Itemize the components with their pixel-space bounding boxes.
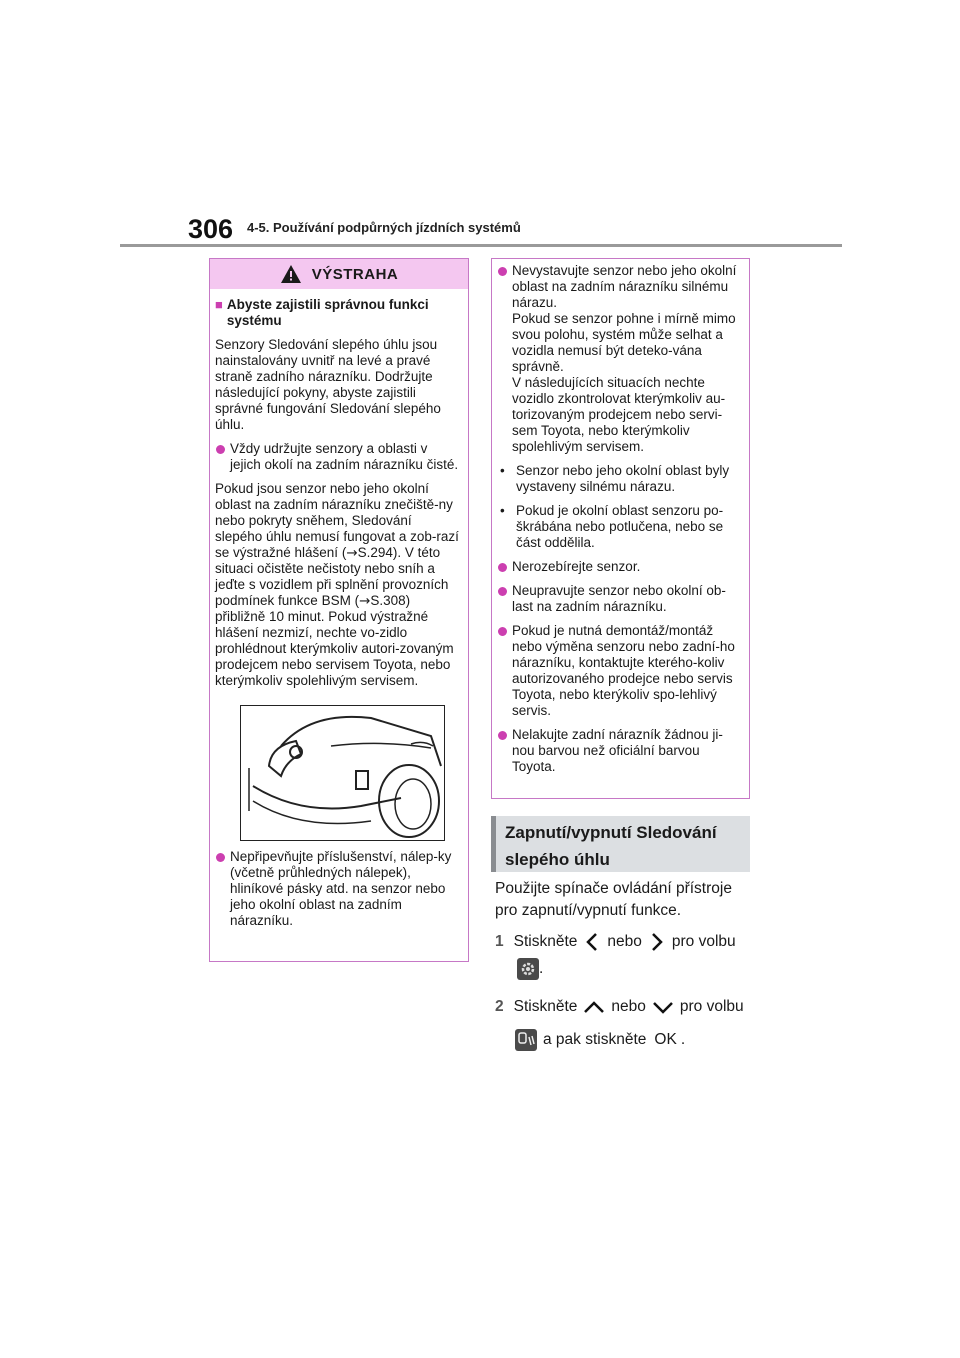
warning-para-b: V této situaci očistěte nečistoty nebo sníh a jeďte s vozidlem při splnění provozních podmínek funkce BSM ( [215, 545, 449, 608]
chevron-right-icon [642, 931, 672, 953]
warning-ref-2: S.308) přibližně 10 minut. Pokud výstražné hlášení nezmizí, nechte vo-zidlo prohlédnout kterýmkoliv autori-zovaným prodejcem nebo servisem Toyota, nebo kterýmkoliv spolehlivým servisem. [215, 593, 454, 688]
small-bullet-icon: • [500, 463, 505, 478]
step-1-icon-line [517, 958, 543, 980]
chevron-down-icon [646, 996, 680, 1018]
car-rear-illustration [240, 705, 445, 841]
right-bullet-text: V následujících situacích nechte vozidlo zkontrolovat kterýmkoliv au-torizovaným prodejcem nebo servi-sem Toyota, nebo kterýmkoliv spolehlivým servisem. [512, 375, 726, 454]
warning-bullet [215, 441, 461, 473]
right-bullet [497, 583, 742, 615]
step-2-icon-line [515, 1029, 685, 1051]
settings-gear-icon [517, 958, 539, 980]
right-sub-bullet [497, 503, 742, 551]
right-bullet-text: Nelakujte zadní nárazník žádnou ji-nou barvou než oficiální barvou Toyota. [512, 727, 723, 774]
step-text: pro volbu [679, 998, 744, 1015]
small-bullet-icon: • [500, 503, 505, 518]
warning-heading [215, 297, 461, 329]
step-number: 2 [495, 998, 504, 1015]
chevron-left-icon [577, 931, 607, 953]
section-title: 4-5. Používání podpůrných jízdních systémů [247, 220, 521, 235]
step-text: a pak stiskněte [543, 1031, 647, 1048]
step-text: nebo [611, 998, 646, 1015]
header-rule [120, 244, 842, 247]
step-text: . [680, 1031, 686, 1048]
instructions-intro: Použijte spínače ovládání přístroje pro zapnutí/vypnutí funkce. [495, 880, 732, 919]
right-bullet-text: Nerozebírejte senzor. [512, 559, 641, 574]
bullet-dot-icon [498, 563, 507, 572]
warning-bullet-text: Vždy udržujte senzory a oblasti v jejich okolí na zadním nárazníku čisté. [230, 441, 459, 472]
chevron-up-icon [577, 996, 611, 1018]
right-bullet [497, 559, 742, 575]
step-text: Stiskněte [513, 933, 578, 950]
warning-triangle-icon [280, 264, 302, 284]
right-bullet-text: Nevystavujte senzor nebo jeho okolní oblast na zadním nárazníku silnému nárazu. [512, 263, 737, 310]
step-text: nebo [607, 933, 642, 950]
warning-ref-1: S.294). [357, 545, 402, 560]
square-bullet-icon: ■ [215, 297, 223, 312]
warning-bullet-text: Nepřipevňujte příslušenství, nálep-ky (včetně průhledných nálepek), hliníkové pásky atd. na senzor nebo jeho okolní oblast na zadním nárazníku. [230, 849, 452, 928]
step-text: pro volbu [671, 933, 736, 950]
warning-title: VÝSTRAHA [311, 265, 399, 283]
step-text: . [539, 960, 544, 977]
ok-button-label: OK [654, 1031, 677, 1048]
bullet-dot-icon [498, 731, 507, 740]
blind-spot-monitor-icon [515, 1029, 537, 1051]
right-sub-text: Pokud je okolní oblast senzoru po-škrábána nebo potlučena, nebo se část oddělila. [516, 503, 724, 550]
bullet-dot-icon [216, 445, 225, 454]
step-text: Stiskněte [513, 998, 578, 1015]
bullet-dot-icon [216, 853, 225, 862]
right-bullet-text: Neupravujte senzor nebo okolní ob-last na zadním nárazníku. [512, 583, 726, 614]
subsection-heading: Zapnutí/vypnutí Sledování slepého úhlu [491, 816, 750, 872]
bullet-dot-icon [498, 627, 507, 636]
warning-heading-text: Abyste zajistili správnou funkci systému [226, 297, 429, 328]
step-1 [495, 931, 736, 953]
warning-bullet [215, 849, 461, 929]
right-sub-bullet [497, 463, 742, 495]
warning-para-a: Pokud jsou senzor nebo jeho okolní oblast na zadním nárazníku znečiště-ny nebo pokryty sněhem, Sledování slepého úhlu nemusí fungovat a zob-razí se výstražné hlášení ( [215, 481, 459, 560]
arrow-icon: → [346, 545, 358, 561]
warning-continuation-box [491, 258, 750, 799]
right-bullet [497, 727, 742, 775]
warning-box [209, 258, 469, 962]
right-sub-text: Senzor nebo jeho okolní oblast byly vystaveny silnému nárazu. [516, 463, 730, 494]
warning-paragraph [215, 481, 461, 689]
step-2 [495, 996, 744, 1018]
right-bullet-text: Pokud se senzor pohne i mírně mimo svou polohu, systém může selhat a vozidla nemusí být deteko-vána správně. [512, 311, 736, 374]
right-bullet [497, 263, 742, 455]
bullet-dot-icon [498, 267, 507, 276]
arrow-icon: → [359, 593, 371, 609]
warning-header [210, 259, 468, 289]
right-bullet-text: Pokud je nutná demontáž/montáž nebo výměna senzoru nebo zadní-ho nárazníku, kontaktujte kterého-koliv autorizovaného prodejce nebo servis Toyota, nebo kterýkoliv spo-lehlivý servis. [512, 623, 735, 718]
step-number: 1 [495, 933, 504, 950]
car-rear-drawing [241, 706, 444, 840]
bullet-dot-icon [498, 587, 507, 596]
page-number: 306 [188, 214, 234, 244]
right-bullet [497, 623, 742, 719]
warning-intro: Senzory Sledování slepého úhlu jsou nainstalovány uvnitř na levé a pravé straně zadního nárazníku. Dodržujte následující pokyny, abyste zajistili správné fungování Sledování slepého úhlu. [215, 337, 441, 432]
